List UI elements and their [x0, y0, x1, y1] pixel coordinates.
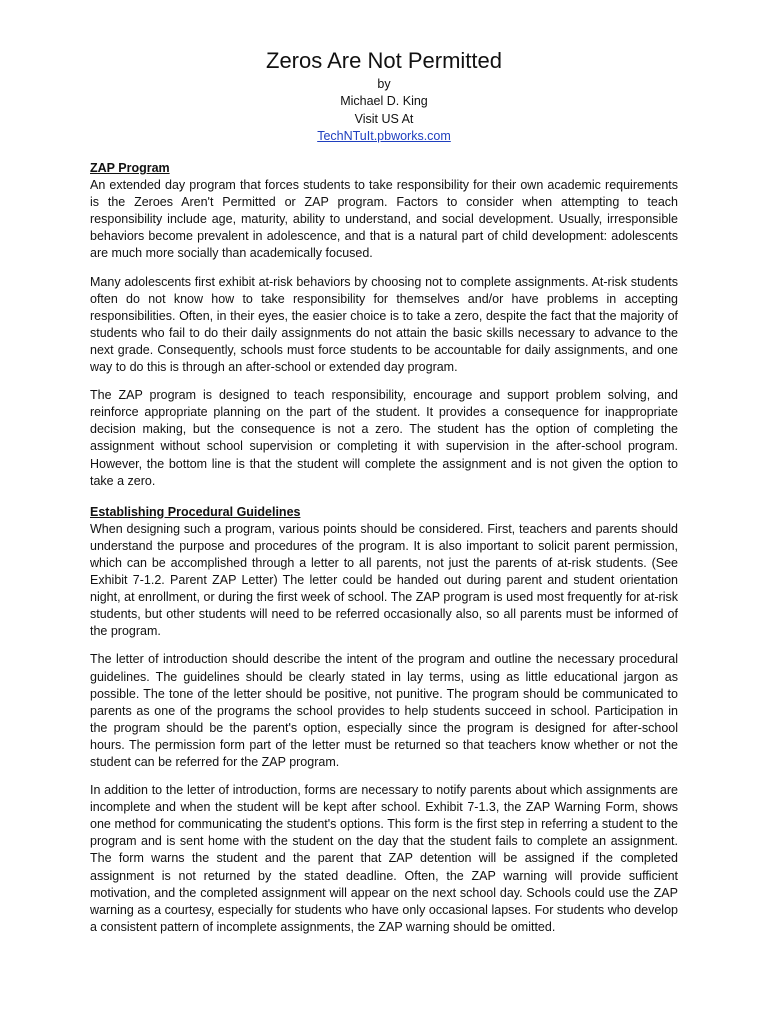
section-heading-zap-program: ZAP Program: [90, 161, 170, 175]
visit-text: Visit US At: [354, 111, 414, 126]
document-title: Zeros Are Not Permitted: [266, 48, 502, 73]
byline: [0, 76, 768, 146]
byline-by: by: [377, 77, 391, 91]
paragraph: When designing such a program, various points should be considered. First, teachers and parents should understand the purpose and procedures of the program. It is also important to solicit parent permission, which can be accomplished through a letter to all parents, not just the parents of at-risk students. (See Exhibit 7-1.2. Parent ZAP Letter) The letter could be handed out during parent and student orientation night, at enrollment, or during the first week of school. The ZAP program is used most frequently for at-risk students, but other students will need to be referred occasionally also, so all parents must be informed of the program.: [90, 521, 678, 639]
paragraph: An extended day program that forces students to take responsibility for their own academic requirements is the Zeroes Aren't Permitted or ZAP program. Factors to consider when attempting to teach responsibility include age, maturity, ability to understand, and social development. Usually, irresponsible behaviors become prevalent in adolescence, and that is a natural part of child development: adolescents are much more socially than academically focused.: [90, 178, 678, 261]
section-heading-procedural-guidelines: Establishing Procedural Guidelines: [90, 504, 301, 519]
website-link[interactable]: TechNTuIt.pbworks.com: [317, 129, 451, 144]
document-body: [90, 160, 678, 947]
paragraph: Many adolescents first exhibit at-risk behaviors by choosing not to complete assignments. At-risk students often do not know how to take responsibility for themselves and/or have problems in accepting responsibilities. Often, in their eyes, the easier choice is to take a zero, despite the fact that the majority of students who fail to do their daily assignments do not attain the basic skills necessary to advance to the next grade. Consequently, schools must force students to be accountable for daily assignments, and one way to do this is through an after-school or extended day program.: [90, 274, 678, 375]
paragraph: The ZAP program is designed to teach responsibility, encourage and support problem solving, and reinforce appropriate planning on the part of the student. It provides a consequence for inappropriate decision making, but the consequence is not a zero. The student has the option of completing the assignment without school supervision or completing it with supervision in the after-school program. However, the bottom line is that the student will complete the assignment and is not given the option to take a zero.: [90, 388, 678, 488]
paragraph: The letter of introduction should describe the intent of the program and outline the necessary procedural guidelines. The guidelines should be clearly stated in lay terms, using as little educational jargon as possible. The tone of the letter should be positive, not punitive. The program should be communicated to parents as one of the programs the school provides to help students succeed in school. Participation in the program should be the parent's option, especially since the program is designed for after-school hours. The permission form part of the letter must be returned so that teachers know whether or not the student can be referred for the ZAP program.: [90, 652, 678, 769]
paragraph: In addition to the letter of introduction, forms are necessary to notify parents about which assignments are incomplete and when the student will be kept after school. Exhibit 7-1.3, the ZAP Warning Form, shows one method for communicating the student's options. This form is the first step in referring a student to the program and is sent home with the student on the day that the student fails to complete an assignment. The form warns the student and the parent that ZAP detention will be assigned if the completed assignment is not returned by the stated deadline. Often, the ZAP warning will provide sufficient motivation, and the completed assignment will appear on the next school day. Schools could use the ZAP warning as a courtesy, especially for students who have only occasional lapses. For students who develop a consistent pattern of incomplete assignments, the ZAP warning should be omitted.: [90, 783, 678, 934]
author-name: Michael D. King: [340, 94, 428, 109]
